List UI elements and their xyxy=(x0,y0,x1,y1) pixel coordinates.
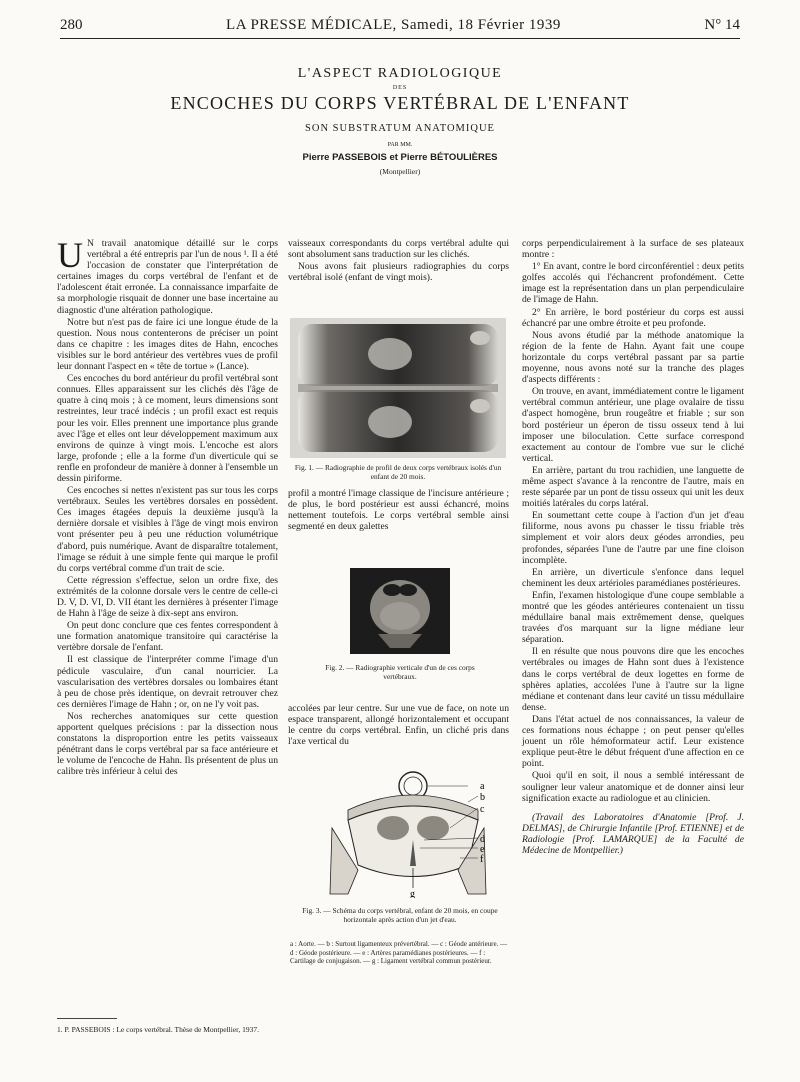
paragraph: On peut donc conclure que ces fentes correspondent à une formation anatomique transitoire qui caractérise la vertèbre dorsale de l'enfant. xyxy=(57,620,278,654)
column-1 xyxy=(57,235,278,779)
figure-1-radiograph xyxy=(290,318,506,458)
main-title: ENCOCHES DU CORPS VERTÉBRAL DE L'ENFANT xyxy=(170,93,630,113)
paragraph: Dans l'état actuel de nos connaissances, la valeur de ces formations nous échappe ; on peut penser qu'elles jouent un rôle hémoformateur actif. Leur existence explique peut-être le début fréquent d'une affection en ce point. xyxy=(522,713,744,770)
title-line-2: DES xyxy=(392,85,408,91)
column-2-continued xyxy=(288,488,509,533)
page-number: 280 xyxy=(60,17,83,33)
paragraph: Nous avons étudié par la méthode anatomique la région de la fente de Hahn. Ayant fait une coupe horizontale du corps vertébral passant par sa partie moyenne, nous avons noté sur la tranche des plages d'aspects différents : xyxy=(522,329,744,386)
paragraph: En soumettant cette coupe à l'action d'un jet d'eau filiforme, nous avons pu chasser le tissu friable très simplement et voir alors deux géodes arrondies, peu profondes, séparées l'une de l'autre par une fine cloison incomplète. xyxy=(522,510,744,566)
paragraph: Ces encoches du bord antérieur du profil vertébral sont connues. Elles apparaissent sur les clichés dès l'âge de quatre à cinq mois ; à ce moment, leurs dimensions sont restreintes, leur tracé indécis ; un profil exact est requis pour les voir. Elles prennent une importance plus grande avec l'âge et elles ont leur développement maximum aux environs de quinze à vingt mois. L'encoche est alors large, profonde ; elle a la forme d'un diverticule qui se renfle en profondeur de manière à donner à l'ensemble un dessin piriforme. xyxy=(57,373,278,484)
figure-3-caption: Fig. 3. — Schéma du corps vertébral, enfant de 20 mois, en coupe horizontale après action d'un jet d'eau. xyxy=(302,906,498,924)
paragraph: Ces encoches si nettes n'existent pas sur tous les corps vertébraux. Seules les vertèbres dorsales en possèdent. Ces images étagées depuis la deuxième jusqu'à la dernière dorsale et visibles à l'âge de vingt mois environ vont présenter peu à peu une réduction volumétrique d'abord, puis numérique. Avant de disparaître totalement, l'image se réduit à une simple fente qui marque le profil du corps vertébral comme d'un trait de scie. xyxy=(57,485,278,574)
paragraph: 2° En arrière, le bord postérieur du corps est aussi échancré par une ombre étroite et peu profonde. xyxy=(522,306,744,329)
paragraph: Quoi qu'il en soit, il nous a semblé intéressant de souligner leur valeur anatomique et de donner ainsi leur signification exacte au radiologue et au clinicien. xyxy=(522,770,744,804)
running-header xyxy=(60,12,740,34)
figure-3-legend: a : Aorte. — b : Surtout ligamenteux prévertébral. — c : Géode antérieure. — d : Géode postérieure. — e : Artères paramédianes postérieures. — f : Cartilage de conjugaison. — g : Ligament vertébral commun postérieur. xyxy=(290,940,508,965)
label-b: b xyxy=(480,792,485,803)
authors: Pierre PASSEBOIS et Pierre BÉTOULIÈRES xyxy=(302,152,498,163)
paragraph: profil a montré l'image classique de l'incisure antérieure ; de plus, le bord postérieur est aussi échancré, moins nettement toutefois. Le corps vertébral semble ainsi segmenté en deux galettes xyxy=(288,488,509,533)
footnote-rule xyxy=(57,1018,117,1019)
label-c: c xyxy=(480,804,485,815)
paragraph: Nos recherches anatomiques sur cette question apportent quelques précisions : par la dissection nous constatons la disproportion entre les petits vaisseaux pénétrant dans le corps vertébral par sa face antérieure et le volume de l'encoche de Hahn. Ils présentent de plus un calibre très inférieur à celui des xyxy=(57,710,278,778)
paragraph: 1° En avant, contre le bord circonférentiel : deux petits golfes accolés qui l'échancrent profondément. Cette image est la représentation dans un plan perpendiculaire de l'image de Hahn. xyxy=(522,261,744,306)
paragraph: Il en résulte que nous pouvons dire que les encoches vertébrales ou images de Hahn sont dues à l'existence dans le corps vertébral de deux logettes en forme de sphères aplaties, accolées l'une à l'autre sur la ligne médiane et contenant dans leur cavité un tissu médullaire dense. xyxy=(522,646,744,713)
paragraph: vaisseaux correspondants du corps vertébral adulte qui sont absolument sans traduction sur les clichés. xyxy=(288,238,509,261)
vertebra-schema-drawing xyxy=(328,770,488,898)
journal-title: LA PRESSE MÉDICALE, Samedi, 18 Février 1939 xyxy=(226,17,561,33)
paragraph: accolées par leur centre. Sur une vue de face, on note un espace transparent, allongé horizontalement et occupant le centre du corps vertébral. Enfin, un cliché pris dans l'axe vertical du xyxy=(288,703,509,748)
column-2 xyxy=(288,238,509,284)
radiograph-image xyxy=(290,318,506,458)
paragraph: Cette régression s'effectue, selon un ordre fixe, des extrémités de la colonne dorsale vers le centre de celle-ci D. V, D. VI, D. VII étant les dernières à présenter l'image de Hahn à l'âge de seize à dix-sept ans environ. xyxy=(57,574,278,620)
paragraph: En arrière, un diverticule s'enfonce dans lequel cheminent les deux artérioles paramédianes postérieures. xyxy=(522,566,744,589)
vertical-radiograph-image xyxy=(350,568,450,654)
column-3 xyxy=(522,238,744,857)
label-f: f xyxy=(480,854,484,865)
paragraph: On trouve, en avant, immédiatement contre le ligament vertébral commun antérieur, une plage ovalaire de tissu d'aspect homogène, brun rougeâtre et friable ; sur son bord postérieur un éperon de tissu osseux tend à lui imposer une biloculation. Cette surface correspond exactement au contour de l'ombre vue sur le cliché vertical. xyxy=(522,386,744,464)
figure-2-caption: Fig. 2. — Radiographie verticale d'un de ces corps vertébraux. xyxy=(325,663,475,681)
column-2-continued-2 xyxy=(288,703,509,748)
header-rule xyxy=(60,38,740,39)
paragraph: corps perpendiculairement à la surface de ses plateaux montre : xyxy=(522,238,744,261)
paragraph: Il est classique de l'interpréter comme l'image d'un pédicule vasculaire, d'un canal nourricier. La vascularisation des vertèbres dorsales ou lombaires étant à peu de chose près identique, on devrait retrouver chez ces dernières l'image de Hahn ; or, on ne l'y voit pas. xyxy=(57,654,278,710)
figure-3-schema xyxy=(328,770,488,898)
title-line-1: L'ASPECT RADIOLOGIQUE xyxy=(297,66,503,81)
figure-2-radiograph xyxy=(350,568,450,654)
label-d: d xyxy=(480,834,485,845)
par-label: PAR MM. xyxy=(387,142,413,148)
affiliation: (Montpellier) xyxy=(379,167,421,176)
article-title-block xyxy=(60,66,740,176)
drop-cap: U xyxy=(57,235,83,275)
paragraph: Enfin, l'examen histologique d'une coupe semblable a montré que les géodes antérieures contenaient un tissu médullaire banal mais extrêmement dense, quelques travées d'os marquant sur la ligne médiane leur séparation. xyxy=(522,589,744,646)
paragraph: Nous avons fait plusieurs radiographies du corps vertébral isolé (enfant de vingt mois). xyxy=(288,261,509,284)
figure-1-caption: Fig. 1. — Radiographie de profil de deux corps vertébraux isolés d'un enfant de 20 mois. xyxy=(294,463,502,481)
label-a: a xyxy=(480,781,485,792)
paragraph: U N travail anatomique détaillé sur le corps vertébral a été entrepris par l'un de nous ¹. Il a été l'occasion de constater que l'interprétation de certaines images du corps vertébral de l'enfant et de l'adolescent était erronée. La connaissance imparfaite de sa morphologie risquait de donner une base incertaine au diagnostic d'une altération pathologique. xyxy=(57,235,278,316)
paragraph: Notre but n'est pas de faire ici une longue étude de la question. Nous nous contenterons de préciser un point dans ce chapitre : les images dites de Hahn, encoches visibles sur le bord antérieur des vertèbres vues de profil leur donnant l'aspect en « tête de tortue » (Lance). xyxy=(57,316,278,373)
credit-note: (Travail des Laboratoires d'Anatomie [Prof. J. DELMAS], de Chirurgie Infantile [Prof. ETIENNE] et de Radiologie [Prof. LAMARQUE] de la Faculté de Médecine de Montpellier.) xyxy=(522,811,744,856)
label-e: e xyxy=(480,844,485,855)
subtitle: SON SUBSTRATUM ANATOMIQUE xyxy=(305,123,495,134)
label-g: g xyxy=(410,889,415,898)
issue-number: N° 14 xyxy=(704,17,740,33)
footnote: 1. P. PASSEBOIS : Le corps vertébral. Thèse de Montpellier, 1937. xyxy=(57,1025,259,1034)
paragraph: En arrière, partant du trou rachidien, une languette de même aspect s'avance à la rencontre de l'autre, mais en reste séparée par un pont de tissu osseux qui unit les deux moitiés latérales du corps latéral. xyxy=(522,464,744,510)
